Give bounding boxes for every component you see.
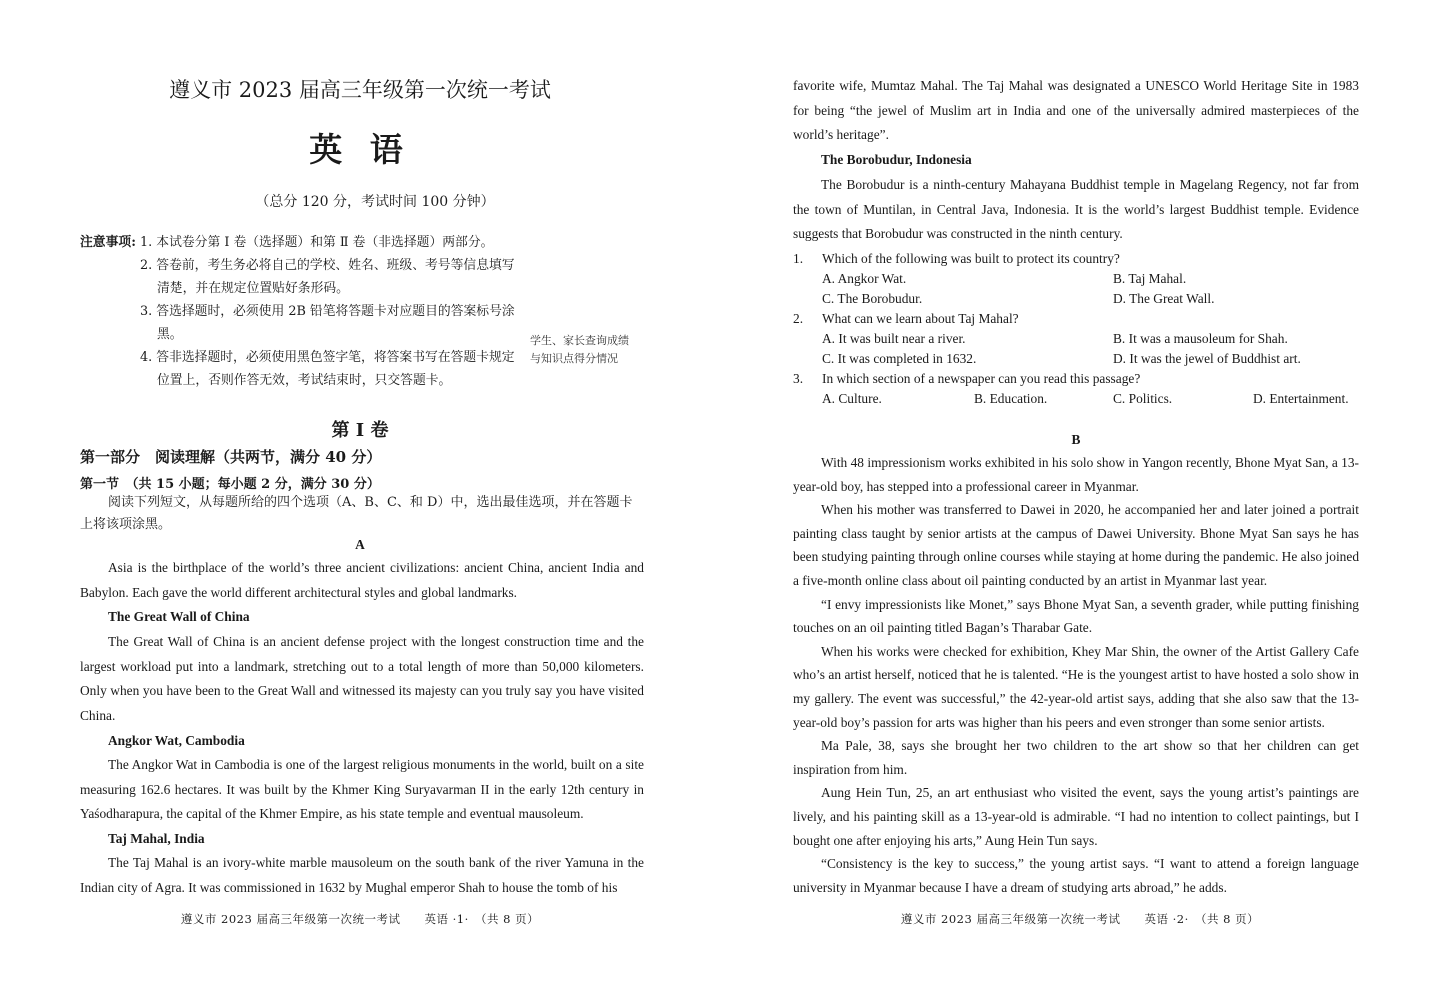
question-stem: Which of the following was built to protect its country? [822, 251, 1120, 266]
question-item [793, 369, 1359, 409]
notes-list [140, 231, 520, 392]
option-a: A. Culture. [822, 391, 882, 406]
page-footer: 遵义市 2023 届高三年级第一次统一考试 英语 ·1· （共 8 页） [180, 912, 540, 926]
option-c: C. It was completed in 1632. [822, 351, 977, 366]
question-list [793, 249, 1359, 409]
option-d: D. Entertainment. [1253, 391, 1349, 406]
passage-b-paragraph: With 48 impressionism works exhibited in his solo show in Yangon recently, Bhone Myat San, a 13-year-old boy, has stepped into a professional career in Myanmar. [793, 455, 1359, 494]
taj-paragraph-continued: favorite wife, Mumtaz Mahal. The Taj Mahal was designated a UNESCO World Heritage Site in 1983 for being “the jewel of Muslim art in India and one of the universally admired masterpieces of the world’s heritage”. [793, 78, 1359, 143]
question-item [793, 249, 1359, 309]
exam-title: 遵义市 2023 届高三年级第一次统一考试 [169, 78, 551, 102]
side-note: 学生、家长查询成绩与知识点得分情况 [530, 334, 629, 365]
passage-b-paragraph: Aung Hein Tun, 25, an art enthusiast who visited the event, says the young artist’s paintings are lively, and his painting skill as a 13-year-old is admirable. “I had no intention to collect paintings, but I bought one after enjoying his arts,” Aung Hein Tun says. [793, 785, 1359, 848]
borobudur-paragraph: The Borobudur is a ninth-century Mahayana Buddhist temple in Magelang Regency, not far from the town of Muntilan, in Central Java, Indonesia. It is the world’s largest Buddhist temple. Evidence suggests that Borobudur was constructed in the ninth century. [793, 177, 1359, 242]
option-d: D. It was the jewel of Buddhist art. [1113, 351, 1301, 366]
option-b: B. Taj Mahal. [1113, 271, 1187, 286]
borobudur-heading: The Borobudur, Indonesia [821, 152, 972, 167]
passage-b-body [793, 451, 1359, 899]
option-b: B. It was a mausoleum for Shah. [1113, 331, 1288, 346]
option-a: A. It was built near a river. [822, 331, 966, 346]
passage-b-paragraph: Ma Pale, 38, says she brought her two children to the art show so that her children can get inspiration from him. [793, 738, 1359, 777]
question-number: 1. [793, 251, 804, 266]
note-item: 4. 答非选择题时，必须使用黑色签字笔，将答案书写在答题卡规定位置上，否则作答无效，考试结束时，只交答题卡。 [140, 350, 515, 388]
intro-paragraph: Asia is the birthplace of the world’s three ancient civilizations: ancient China, ancient India and Babylon. Each gave the world different architectural styles and global landmarks. [80, 560, 644, 600]
taj-heading: Taj Mahal, India [108, 831, 205, 846]
great-wall-heading: The Great Wall of China [108, 609, 250, 624]
question-stem: What can we learn about Taj Mahal? [822, 311, 1019, 326]
subject-title: 英 语 [309, 130, 411, 169]
option-a: A. Angkor Wat. [822, 271, 907, 286]
passage-b-paragraph: “I envy impressionists like Monet,” says Bhone Myat San, a seventh grader, while putting finishing touches on an oil painting titled Bagan’s Tharabar Gate. [793, 596, 1359, 636]
option-c: C. The Borobudur. [822, 291, 923, 306]
page-footer: 遵义市 2023 届高三年级第一次统一考试 英语 ·2· （共 8 页） [900, 912, 1260, 926]
option-d: D. The Great Wall. [1113, 291, 1215, 306]
notes-label: 注意事项: [80, 235, 136, 250]
exam-page-2 [720, 0, 1440, 1006]
passage-b-paragraph: “Consistency is the key to success,” the young artist says. “I want to attend a foreign language university in Myanmar because I have a dream of studying arts abroad,” he adds. [793, 856, 1359, 895]
angkor-heading: Angkor Wat, Cambodia [108, 733, 245, 748]
passage-a-label: A [355, 537, 365, 552]
question-item [793, 309, 1359, 369]
option-b: B. Education. [974, 391, 1048, 406]
section-heading: 第一节 （共 15 小题；每小题 2 分，满分 30 分） [80, 477, 380, 492]
option-c: C. Politics. [1113, 391, 1173, 406]
note-item: 2. 答卷前，考生务必将自己的学校、姓名、班级、考号等信息填写清楚，并在规定位置贴好条形码。 [140, 258, 515, 296]
passage-b-paragraph: When his works were checked for exhibition, Khey Mar Shin, the owner of the Artist Gallery Cafe who’s an artist herself, noticed that he is talented. “He is the youngest artist to have hosted a solo show in my gallery. The event was successful,” the 42-year-old artist says, adding that she also saw that the 13-year-old boy’s passion for arts was higher than his peers and even stronger than some senior artists. [793, 643, 1359, 730]
note-item: 3. 答选择题时，必须使用 2B 铅笔将答题卡对应题目的答案标号涂黑。 [140, 304, 515, 342]
question-number: 2. [793, 311, 804, 326]
great-wall-paragraph: The Great Wall of China is an ancient defense project with the longest construction time and the largest workload put into a landmark, stretching out to a total length of more than 50,000 kilometers. Only when you have been to the Great Wall and witnessed its majesty can you truly say you have visited China. [80, 634, 644, 723]
question-stem: In which section of a newspaper can you read this passage? [822, 371, 1141, 386]
angkor-paragraph: The Angkor Wat in Cambodia is one of the largest religious monuments in the world, built on a site measuring 162.6 hectares. It was built by the Khmer King Suryavarman II in the early 12th century in Yaśodharapura, the capital of the Khmer Empire, as his state temple and eventual mausoleum. [80, 757, 644, 822]
part-heading: 第一部分 阅读理解（共两节，满分 40 分） [80, 448, 382, 466]
question-number: 3. [793, 371, 804, 386]
taj-paragraph: The Taj Mahal is an ivory-white marble mausoleum on the south bank of the river Yamuna in the Indian city of Agra. It was commissioned in 1632 by Mughal emperor Shah to house the tomb of his [80, 855, 644, 895]
note-item: 1. 本试卷分第 Ⅰ 卷（选择题）和第 Ⅱ 卷（非选择题）两部分。 [140, 235, 494, 250]
passage-b-label: B [1071, 432, 1081, 447]
passage-b-paragraph: When his mother was transferred to Dawei in 2020, he accompanied her and later joined a portrait painting class taught by senior artists at the campus of Dawei University. Bhone Myat San says he has been studying painting through online courses while staying at home during the pandemic. He also joined a five-month online class about oil painting conducted by an artist in Myanmar last year. [793, 502, 1360, 588]
volume-heading: 第 Ⅰ 卷 [331, 420, 389, 441]
instruction: 阅读下列短文，从每题所给的四个选项（A、B、C、和 D）中，选出最佳选项，并在答题卡上将该项涂黑。 [80, 495, 633, 532]
score-info: （总分 120 分，考试时间 100 分钟） [255, 194, 495, 210]
